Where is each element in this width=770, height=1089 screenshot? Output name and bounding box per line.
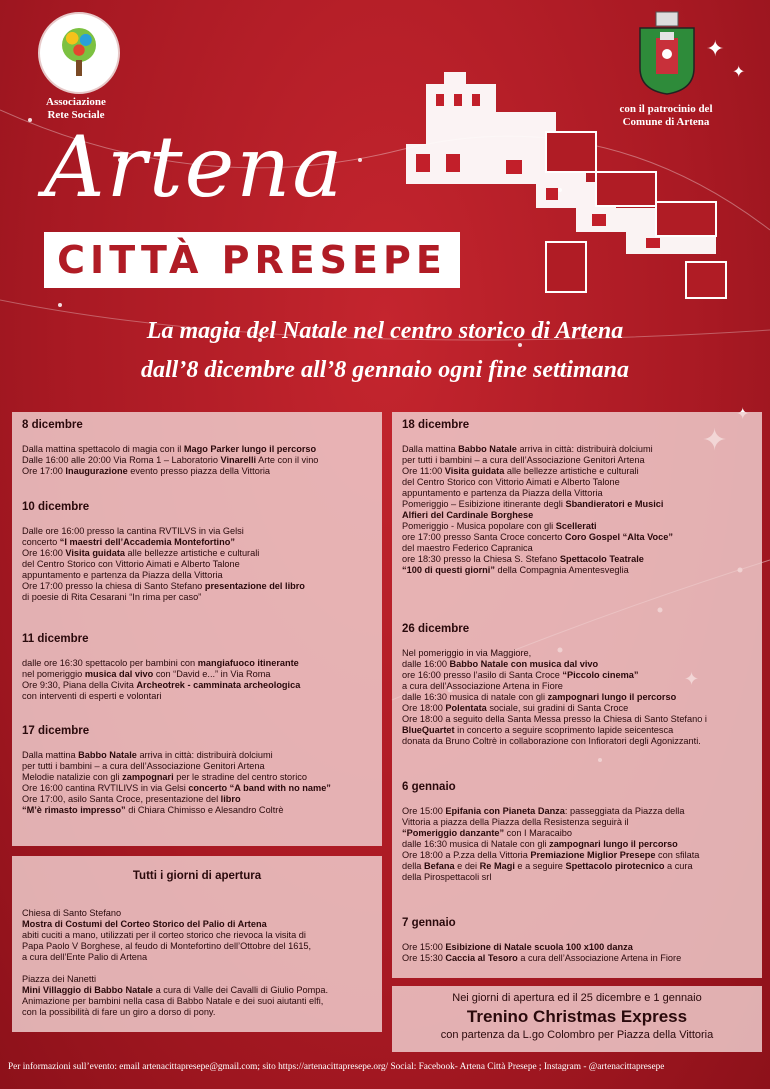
- event-line: per tutti i bambini – a cura dell’Associazione Genitori Artena: [22, 761, 265, 771]
- event-line: Dalle ore 16:00 presso la cantina RVTILVS in via Gelsi: [22, 526, 244, 536]
- patron-line1: con il patrocinio del: [619, 103, 713, 115]
- event-line: Dalla mattina Babbo Natale arriva in città: distribuirà dolciumi: [402, 444, 653, 454]
- event-line: per tutti i bambini – a cura dell’Associazione Genitori Artena: [402, 455, 645, 465]
- event-title: Artena: [44, 118, 345, 216]
- event-line: ore 18:30 presso la Chiesa S. Stefano Spettacolo Teatrale: [402, 554, 644, 564]
- event-line: “100 di questi giorni” della Compagnia Amentesveglia: [402, 565, 629, 575]
- day-6-gennaio: [402, 782, 756, 883]
- event-line: Nel pomeriggio in via Maggiore,: [402, 648, 532, 658]
- panel-title: Tutti i giorni di apertura: [132, 870, 262, 882]
- tutti-i-giorni-panel: [12, 856, 382, 1032]
- event-line: appuntamento e partenza da Piazza della Vittoria: [22, 570, 223, 580]
- assoc-line1: Associazione: [46, 96, 106, 108]
- day-8-dicembre: [22, 420, 376, 477]
- event-line: dalle ore 16:30 spettacolo per bambini con mangiafuoco itinerante: [22, 658, 299, 668]
- day-title: 7 gennaio: [402, 917, 456, 929]
- event-line: Ore 18:00 Polentata sociale, sui gradini di Santa Croce: [402, 703, 629, 713]
- tree-icon: [62, 28, 96, 62]
- event-line: del maestro Federico Capranica: [402, 543, 533, 553]
- event-line: del Centro Storico con Vittorio Aimati e Alberto Talone: [402, 477, 620, 487]
- event-line: dalle 16:00 Babbo Natale con musica dal vivo: [402, 659, 599, 669]
- sparkle-star-icon: ✦: [706, 36, 725, 61]
- event-line: concerto “I maestri dell’Accademia Montefortino”: [22, 537, 235, 547]
- event-line: Vittoria a piazza della Piazza della Resistenza seguirà il: [402, 817, 629, 827]
- patron-line2: Comune di Artena: [622, 116, 710, 128]
- event-line: del Centro Storico con Vittorio Aimati e Alberto Talone: [22, 559, 240, 569]
- event-line: Ore 11:00 Visita guidata alle bellezze artistiche e culturali: [402, 466, 639, 476]
- event-line: Pomeriggio – Esibizione itinerante degli Sbandieratori e Musici: [402, 499, 664, 509]
- event-line: Chiesa di Santo Stefano: [22, 908, 122, 918]
- citta-presepe-banner: [44, 232, 460, 288]
- day-title: 17 dicembre: [22, 725, 90, 737]
- day-title: 8 dicembre: [22, 419, 83, 431]
- event-line: Ore 18:00 a seguito della Santa Messa presso la Chiesa di Santo Stefano i: [402, 714, 707, 724]
- trenino-panel: [392, 986, 762, 1052]
- event-line: donata da Bruno Coltrè in collaborazione con Infioratori degli Agonizzanti.: [402, 736, 701, 746]
- event-line: “Pomeriggio danzante” con I Maracaibo: [402, 828, 573, 838]
- tagline-2: dall’8 dicembre all’8 gennaio ogni fine settimana: [141, 357, 629, 383]
- rete-sociale-logo: [38, 12, 120, 94]
- event-line: Ore 17:00 Inaugurazione evento presso piazza della Vittoria: [22, 466, 271, 476]
- day-7-gennaio: [402, 918, 756, 964]
- event-line: Ore 9:30, Piana della Civita Archeotrek - camminata archeologica: [22, 680, 301, 690]
- event-line: Animazione per bambini nella casa di Babbo Natale e dei suoi aiutanti elfi,: [22, 996, 324, 1006]
- tree-trunk: [76, 60, 82, 76]
- event-line: Mini Villaggio di Babbo Natale a cura di Valle dei Cavalli di Giulio Pompa.: [22, 985, 329, 995]
- event-line: nel pomeriggio musica dal vivo con “David e...” in Via Roma: [22, 669, 271, 679]
- day-26-dicembre: [402, 624, 756, 747]
- event-line: Papa Paolo V Borghese, al feudo di Montefortino dell’Ottobre del 1615,: [22, 941, 312, 951]
- event-line: dalle 16:30 musica di natale con gli zampognari lungo il percorso: [402, 692, 677, 702]
- day-title: 11 dicembre: [22, 633, 89, 645]
- event-line: ore 16:00 presso l’asilo di Santa Croce “Piccolo cinema”: [402, 670, 639, 680]
- day-18-dicembre: [402, 420, 756, 576]
- event-line: Ore 16:00 Visita guidata alle bellezze artistiche e culturali: [22, 548, 260, 558]
- event-line: “M’è rimasto impresso” di Chiara Chimisso e Alesandro Coltrè: [22, 805, 284, 815]
- footer-contact-info: Per informazioni sull’evento: email artenacittapresepe@gmail.com; sito https://artenacittapresepe.org/ Social: Facebook- Artena Città Presepe ; Instagram - @artenacittapresepe: [8, 1062, 665, 1072]
- event-line: della Befana e dei Re Magi e a seguire Spettacolo pirotecnico a cura: [402, 861, 693, 871]
- event-line: Ore 16:00 cantina RVTILIVS in via Gelsi concerto “A band with no name”: [22, 783, 331, 793]
- trenino-dates: Nei giorni di apertura ed il 25 dicembre e 1 gennaio: [452, 992, 702, 1004]
- tutti-content: [22, 908, 376, 1018]
- program-panel-left: [12, 412, 382, 846]
- day-title: 18 dicembre: [402, 419, 470, 431]
- assoc-line2: Rete Sociale: [47, 109, 105, 121]
- trenino-route: con partenza da L.go Colombro per Piazza della Vittoria: [440, 1029, 714, 1041]
- program-panel-right: [392, 412, 762, 978]
- day-11-dicembre: [22, 634, 376, 702]
- event-line: a cura dell’Associazione Artena in Fiore: [402, 681, 563, 691]
- event-line: Piazza dei Nanetti: [22, 974, 97, 984]
- event-line: appuntamento e partenza da Piazza della Vittoria: [402, 488, 603, 498]
- event-line: ore 17:00 presso Santa Croce concerto Coro Gospel “Alta Voce”: [402, 532, 673, 542]
- day-10-dicembre: [22, 502, 376, 603]
- event-line: Melodie natalizie con gli zampognari per le stradine del centro storico: [22, 772, 307, 782]
- event-line: Ore 15:00 Epifania con Pianeta Danza: passeggiata da Piazza della: [402, 806, 685, 816]
- event-line: Ore 15:00 Esibizione di Natale scuola 100 x100 danza: [402, 942, 633, 952]
- sparkle-star-icon: ✦: [732, 64, 746, 81]
- tagline-1: La magia del Natale nel centro storico di Artena: [146, 318, 624, 344]
- event-line: Ore 15:30 Caccia al Tesoro a cura dell’Associazione Artena in Fiore: [402, 953, 682, 963]
- event-line: di poesie di Rita Cesarani “In rima per caso”: [22, 592, 202, 602]
- day-title: 26 dicembre: [402, 623, 470, 635]
- day-title: 10 dicembre: [22, 501, 90, 513]
- event-line: Mostra di Costumi del Corteo Storico del Palio di Artena: [22, 919, 267, 929]
- event-line: Ore 17:00 presso la chiesa di Santo Stefano presentazione del libro: [22, 581, 305, 591]
- event-line: Dalle 16:00 alle 20:00 Via Roma 1 – Laboratorio Vinarelli Arte con il vino: [22, 455, 319, 465]
- trenino-title: Trenino Christmas Express: [466, 1007, 688, 1026]
- event-line: Dalla mattina spettacolo di magia con il Mago Parker lungo il percorso: [22, 444, 317, 454]
- event-line: Ore 18:00 a P.zza della Vittoria Premiazione Miglior Presepe con sfilata: [402, 850, 700, 860]
- event-line: Pomeriggio - Musica popolare con gli Scellerati: [402, 521, 597, 531]
- event-line: della Pirospettacoli srl: [402, 872, 492, 882]
- event-line: Ore 17:00, asilo Santa Croce, presentazione del libro: [22, 794, 241, 804]
- event-line: abiti cuciti a mano, utilizzati per il corteo storico che rievoca la visita di: [22, 930, 306, 940]
- event-subtitle: CITTÀ PRESEPE: [57, 238, 447, 282]
- event-line: BlueQuartet in concerto a seguire scoprimento lapide seicentesca: [402, 725, 674, 735]
- day-title: 6 gennaio: [402, 781, 456, 793]
- event-line: dalle 16:30 musica di Natale con gli zampognari lungo il percorso: [402, 839, 678, 849]
- event-line: a cura dell’Ente Palio di Artena: [22, 952, 148, 962]
- event-line: Alfieri del Cardinale Borghese: [402, 510, 534, 520]
- day-17-dicembre: [22, 726, 376, 816]
- event-line: con interventi di esperti e volontari: [22, 691, 162, 701]
- event-line: con la possibilità di fare un giro a dorso di pony.: [22, 1007, 216, 1017]
- event-line: Dalla mattina Babbo Natale arriva in città: distribuirà dolciumi: [22, 750, 273, 760]
